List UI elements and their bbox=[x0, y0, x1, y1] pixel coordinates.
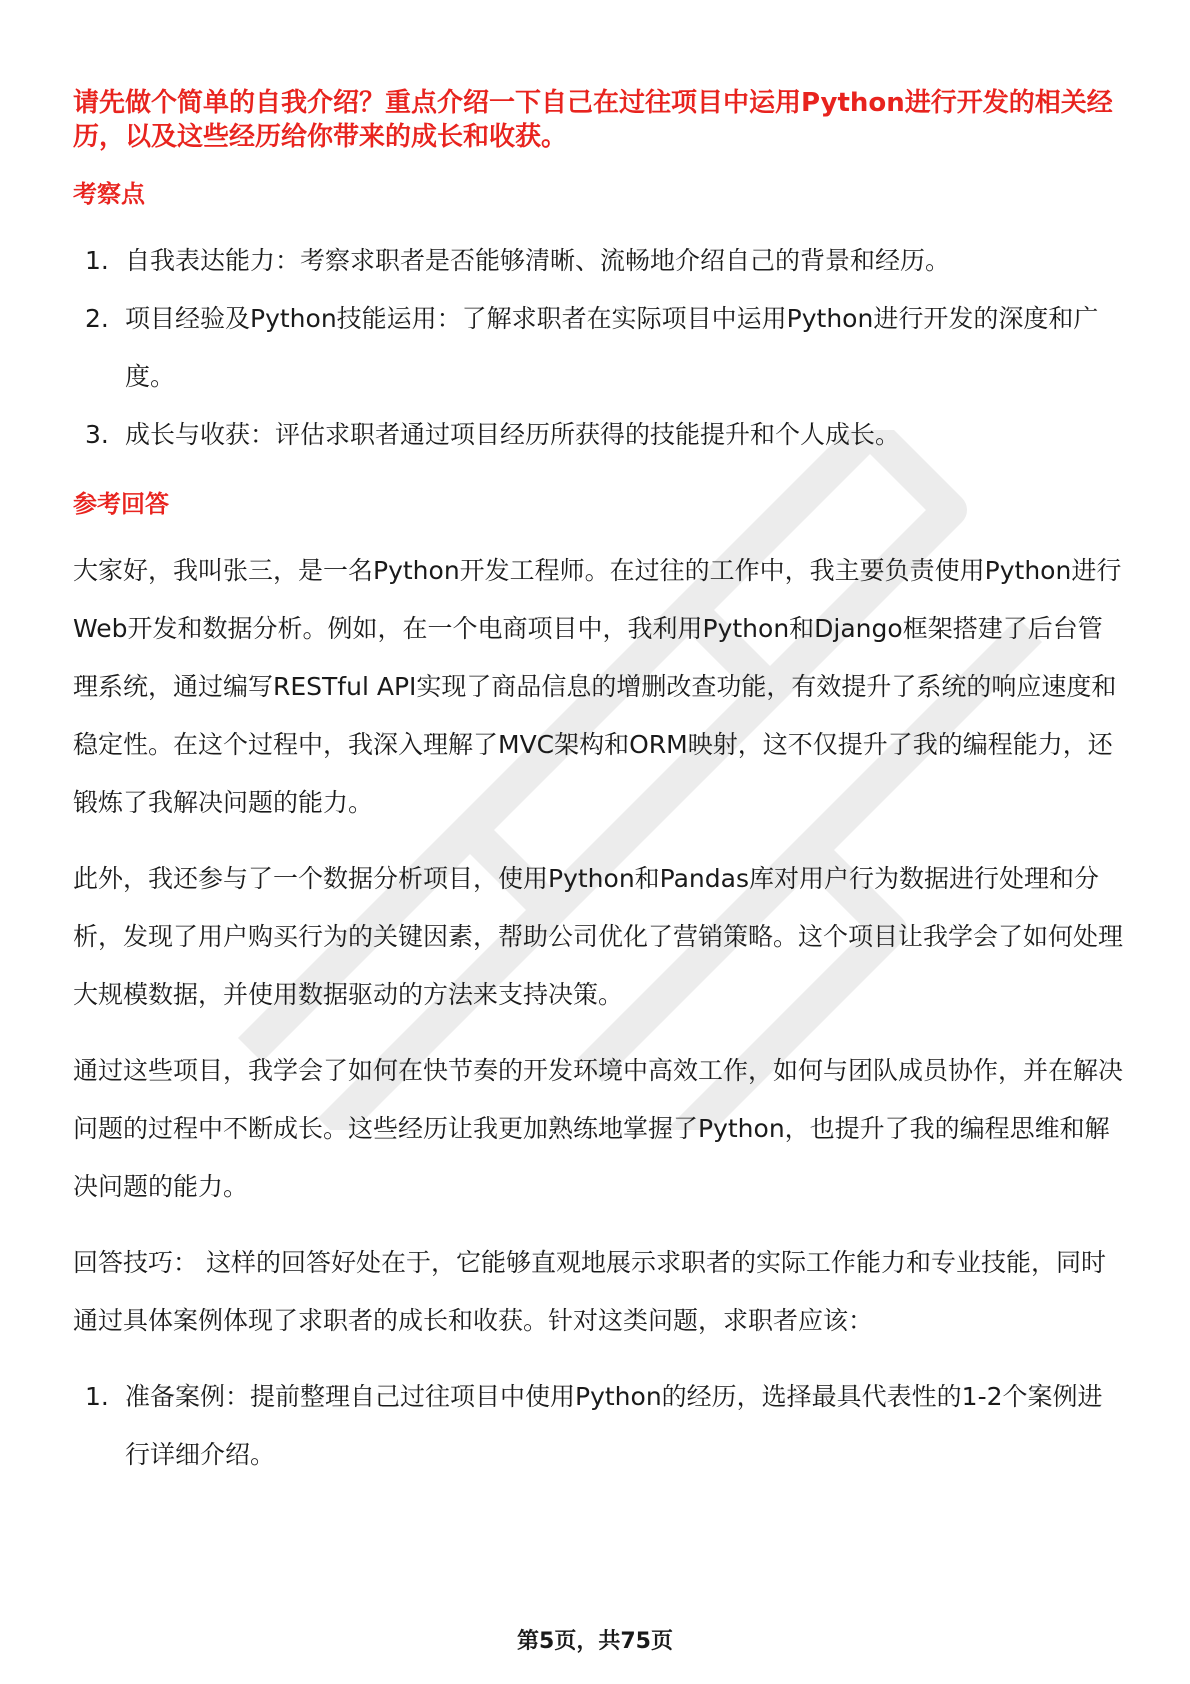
list-item: 2. 项目经验及Python技能运用：了解求职者在实际项目中运用Python进行开发的深度和广度。 bbox=[85, 304, 1099, 391]
answer-paragraph: 此外，我还参与了一个数据分析项目，使用Python和Pandas库对用户行为数据进行处理和分析，发现了用户购买行为的关键因素，帮助公司优化了营销策略。这个项目让我学会了如何处理大规模数据，并使用数据驱动的方法来支持决策。 bbox=[73, 864, 1124, 1009]
exam-points-heading: 考察点 bbox=[73, 180, 145, 208]
question-title: 请先做个简单的自我介绍？重点介绍一下自己在过往项目中运用Python进行开发的相关经历，以及这些经历给你带来的成长和收获。 bbox=[73, 88, 1113, 152]
list-item: 3. 成长与收获：评估求职者通过项目经历所获得的技能提升和个人成长。 bbox=[85, 420, 901, 449]
reference-answer-heading: 参考回答 bbox=[73, 490, 169, 518]
document-page bbox=[73, 86, 1123, 1484]
list-item: 1. 准备案例：提前整理自己过往项目中使用Python的经历，选择最具代表性的1-2个案例进行详细介绍。 bbox=[85, 1382, 1103, 1469]
exam-points-list bbox=[73, 232, 1123, 464]
page-number: 第5页，共75页 bbox=[517, 1629, 673, 1654]
answer-paragraph: 通过这些项目，我学会了如何在快节奏的开发环境中高效工作，如何与团队成员协作，并在解决问题的过程中不断成长。这些经历让我更加熟练地掌握了Python，也提升了我的编程思维和解决问题的能力。 bbox=[73, 1056, 1124, 1201]
answer-tips-paragraph: 回答技巧： 这样的回答好处在于，它能够直观地展示求职者的实际工作能力和专业技能，同时通过具体案例体现了求职者的成长和收获。针对这类问题，求职者应该： bbox=[73, 1248, 1106, 1335]
tips-list bbox=[73, 1368, 1123, 1484]
answer-paragraph: 大家好，我叫张三，是一名Python开发工程师。在过往的工作中，我主要负责使用Python进行Web开发和数据分析。例如，在一个电商项目中，我利用Python和Django框架搭建了后台管理系统，通过编写RESTful API实现了商品信息的增删改查功能，有效提升了系统的响应速度和稳定性。在这个过程中，我深入理解了MVC架构和ORM映射，这不仅提升了我的编程能力，还锻炼了我解决问题的能力。 bbox=[73, 556, 1122, 817]
list-item: 1. 自我表达能力：考察求职者是否能够清晰、流畅地介绍自己的背景和经历。 bbox=[85, 246, 951, 275]
